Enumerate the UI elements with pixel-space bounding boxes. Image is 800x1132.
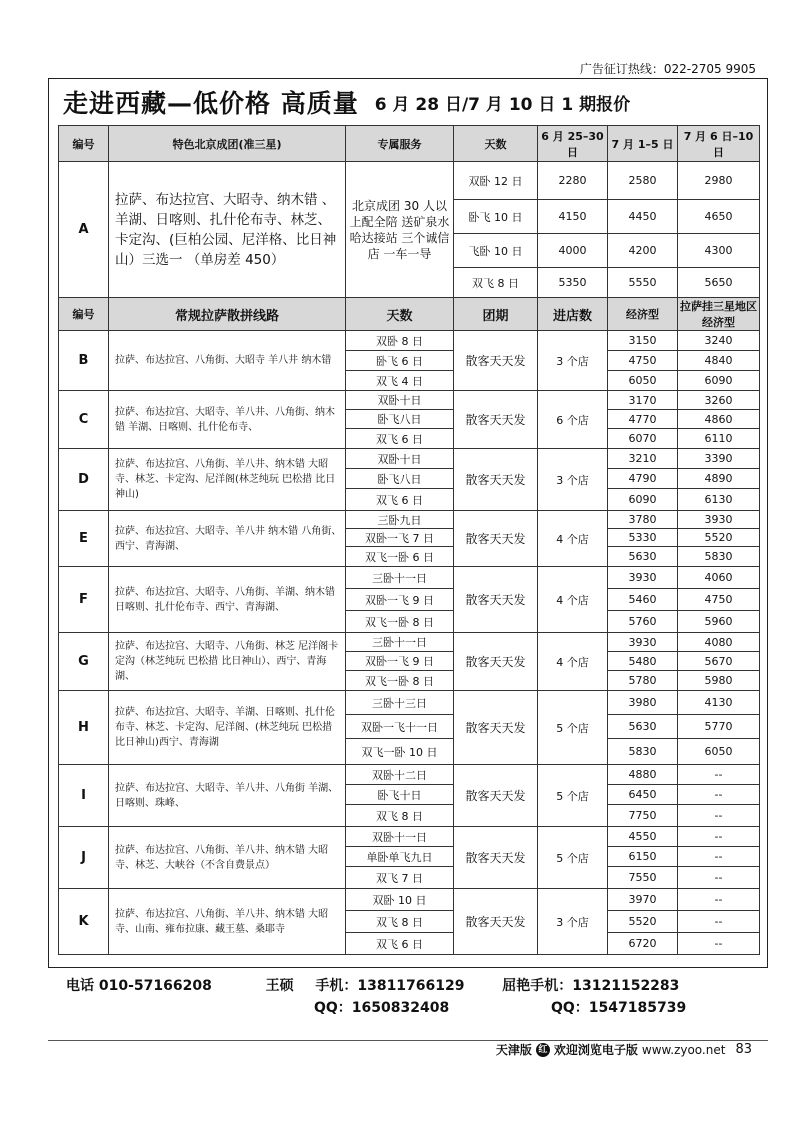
section1-header-cell: 6 月 25–30 日 <box>538 126 608 162</box>
route-description: 拉萨、布达拉宫、八角街、大昭寺 羊八井 纳木错 <box>109 331 346 391</box>
route-code: A <box>59 162 109 298</box>
duration: 双卧一飞 7 日 <box>346 529 454 547</box>
contact-qq-2: QQ：1547185739 <box>550 1000 687 1016</box>
route-description: 拉萨、布达拉宫、八角街、羊八井、纳木错 大昭寺、林芝、大峡谷（不含自费景点） <box>109 827 346 889</box>
duration: 双卧 10 日 <box>346 889 454 911</box>
route-row <box>59 567 760 589</box>
shop-count: 6 个店 <box>538 391 608 449</box>
section2-header-cell: 拉萨挂三星地区经济型 <box>678 298 760 331</box>
price-jul-early: 5550 <box>608 268 678 298</box>
three-star-price: 5830 <box>678 547 760 567</box>
economy-price: 4880 <box>608 765 678 785</box>
price-jul-mid: 4650 <box>678 200 760 234</box>
route-code: F <box>59 567 109 633</box>
economy-price: 5630 <box>608 715 678 739</box>
duration: 双飞 7 日 <box>346 867 454 889</box>
departure-period: 散客天天发 <box>454 449 538 511</box>
price-sheet-frame <box>48 78 768 968</box>
price-jun: 4150 <box>538 200 608 234</box>
price-jul-mid: 5650 <box>678 268 760 298</box>
shop-count: 4 个店 <box>538 511 608 567</box>
economy-price: 7750 <box>608 805 678 827</box>
duration: 双飞 6 日 <box>346 489 454 511</box>
section1-header-cell: 专属服务 <box>346 126 454 162</box>
departure-period: 散客天天发 <box>454 633 538 691</box>
three-star-price: 4130 <box>678 691 760 715</box>
duration: 双卧一飞 9 日 <box>346 652 454 671</box>
duration: 双飞 8 日 <box>346 911 454 933</box>
price-jul-early: 4200 <box>608 234 678 268</box>
contact-name-1: 王硕 <box>265 978 294 994</box>
economy-price: 6720 <box>608 933 678 955</box>
section1-header-cell: 7 月 1–5 日 <box>608 126 678 162</box>
route-row <box>59 511 760 529</box>
three-star-price: 3240 <box>678 331 760 351</box>
contact-block <box>66 975 686 1019</box>
three-star-price: 5960 <box>678 611 760 633</box>
route-row <box>59 633 760 652</box>
three-star-price: -- <box>678 911 760 933</box>
three-star-price: -- <box>678 785 760 805</box>
duration: 卧飞 10 日 <box>454 200 538 234</box>
route-code: B <box>59 331 109 391</box>
duration: 双飞 6 日 <box>346 933 454 955</box>
route-code: K <box>59 889 109 955</box>
three-star-price: 6090 <box>678 371 760 391</box>
duration: 三卧十一日 <box>346 567 454 589</box>
route-code: E <box>59 511 109 567</box>
section1-header-row <box>59 126 760 162</box>
contact-phone: 电话 010-57166208 <box>66 978 212 994</box>
price-jun: 5350 <box>538 268 608 298</box>
shop-count: 3 个店 <box>538 889 608 955</box>
duration: 卧飞十日 <box>346 785 454 805</box>
contact-mobile-1: 手机：13811766129 <box>315 978 465 994</box>
brand-logo-icon: 红 <box>536 1043 550 1057</box>
departure-period: 散客天天发 <box>454 691 538 765</box>
section2-header-row <box>59 298 760 331</box>
economy-price: 3210 <box>608 449 678 469</box>
duration: 双飞一卧 6 日 <box>346 547 454 567</box>
duration: 双卧十二日 <box>346 765 454 785</box>
duration: 双飞 8 日 <box>454 268 538 298</box>
three-star-price: 5770 <box>678 715 760 739</box>
section2-header-cell: 团期 <box>454 298 538 331</box>
shop-count: 5 个店 <box>538 827 608 889</box>
duration: 三卧九日 <box>346 511 454 529</box>
departure-period: 散客天天发 <box>454 391 538 449</box>
duration: 双卧十日 <box>346 449 454 469</box>
section2-header-cell: 编号 <box>59 298 109 331</box>
section2-header-cell: 常规拉萨散拼线路 <box>109 298 346 331</box>
duration: 飞卧 10 日 <box>454 234 538 268</box>
contact-qq-1: QQ：1650832408 <box>314 1000 450 1016</box>
contact-mobile-2: 屈艳手机：13121152283 <box>502 978 680 994</box>
economy-price: 5760 <box>608 611 678 633</box>
contact-row-2 <box>66 997 686 1019</box>
route-description: 拉萨、布达拉宫、大昭寺、羊八井、八角街、纳木错 羊湖、日喀则、扎什伦布寺、 <box>109 391 346 449</box>
route-row <box>59 449 760 469</box>
footer-edition: 天津版 <box>495 1043 532 1057</box>
route-code: H <box>59 691 109 765</box>
page-number: 83 <box>735 1042 752 1057</box>
price-jul-early: 4450 <box>608 200 678 234</box>
route-code: J <box>59 827 109 889</box>
three-star-price: 4060 <box>678 567 760 589</box>
route-code: C <box>59 391 109 449</box>
economy-price: 3930 <box>608 633 678 652</box>
economy-price: 3970 <box>608 889 678 911</box>
economy-price: 4790 <box>608 469 678 489</box>
economy-price: 6450 <box>608 785 678 805</box>
route-row <box>59 765 760 785</box>
shop-count: 4 个店 <box>538 633 608 691</box>
three-star-price: -- <box>678 805 760 827</box>
three-star-price: 5670 <box>678 652 760 671</box>
duration: 三卧十三日 <box>346 691 454 715</box>
title-bar <box>49 79 767 125</box>
economy-price: 4770 <box>608 410 678 429</box>
footer-welcome: 欢迎浏览电子版 <box>553 1043 638 1057</box>
duration: 双飞一卧 10 日 <box>346 739 454 765</box>
three-star-price: 4860 <box>678 410 760 429</box>
economy-price: 6150 <box>608 847 678 867</box>
three-star-price: 4890 <box>678 469 760 489</box>
duration: 双卧十一日 <box>346 827 454 847</box>
ad-hotline: 广告征订热线：022-2705 9905 <box>579 62 756 76</box>
departure-period: 散客天天发 <box>454 889 538 955</box>
duration: 双飞 8 日 <box>346 805 454 827</box>
duration: 双飞 6 日 <box>346 429 454 449</box>
footer-website[interactable]: www.zyoo.net <box>641 1042 726 1057</box>
section1-row <box>59 162 760 200</box>
footer-text <box>496 1041 752 1058</box>
three-star-price: 6050 <box>678 739 760 765</box>
three-star-price: 6130 <box>678 489 760 511</box>
shop-count: 5 个店 <box>538 691 608 765</box>
three-star-price: 4080 <box>678 633 760 652</box>
economy-price: 3780 <box>608 511 678 529</box>
economy-price: 5330 <box>608 529 678 547</box>
route-code: G <box>59 633 109 691</box>
departure-period: 散客天天发 <box>454 567 538 633</box>
duration: 双卧 12 日 <box>454 162 538 200</box>
duration: 三卧十一日 <box>346 633 454 652</box>
three-star-price: -- <box>678 889 760 911</box>
three-star-price: 5980 <box>678 671 760 691</box>
section2-header-cell: 进店数 <box>538 298 608 331</box>
shop-count: 5 个店 <box>538 765 608 827</box>
route-row <box>59 827 760 847</box>
economy-price: 6090 <box>608 489 678 511</box>
price-jun: 4000 <box>538 234 608 268</box>
shop-count: 3 个店 <box>538 331 608 391</box>
duration: 双飞 4 日 <box>346 371 454 391</box>
economy-price: 7550 <box>608 867 678 889</box>
departure-period: 散客天天发 <box>454 765 538 827</box>
three-star-price: 4840 <box>678 351 760 371</box>
shop-count: 3 个店 <box>538 449 608 511</box>
economy-price: 4550 <box>608 827 678 847</box>
price-jul-mid: 2980 <box>678 162 760 200</box>
section1-header-cell: 7 月 6 日–10 日 <box>678 126 760 162</box>
section2-header-cell: 经济型 <box>608 298 678 331</box>
price-jun: 2280 <box>538 162 608 200</box>
three-star-price: 5520 <box>678 529 760 547</box>
exclusive-service: 北京成团 30 人以上配全陪 送矿泉水 哈达接站 三个诚信店 一车一导 <box>346 162 454 298</box>
economy-price: 5780 <box>608 671 678 691</box>
departure-period: 散客天天发 <box>454 511 538 567</box>
three-star-price: -- <box>678 765 760 785</box>
departure-period: 散客天天发 <box>454 331 538 391</box>
economy-price: 5480 <box>608 652 678 671</box>
price-table <box>58 125 760 955</box>
economy-price: 3980 <box>608 691 678 715</box>
departure-period: 散客天天发 <box>454 827 538 889</box>
three-star-price: -- <box>678 847 760 867</box>
duration: 双卧一飞 9 日 <box>346 589 454 611</box>
economy-price: 6070 <box>608 429 678 449</box>
economy-price: 5830 <box>608 739 678 765</box>
three-star-price: 3260 <box>678 391 760 410</box>
page-subtitle: 6 月 28 日/7 月 10 日 1 期报价 <box>374 94 631 115</box>
route-description: 拉萨、布达拉宫、八角街、羊八井、纳木错 大昭寺、林芝、卡定沟、尼洋阁(林芝纯玩 巴松措 比日神山) <box>109 449 346 511</box>
economy-price: 5520 <box>608 911 678 933</box>
duration: 单卧单飞九日 <box>346 847 454 867</box>
economy-price: 3930 <box>608 567 678 589</box>
three-star-price: 3390 <box>678 449 760 469</box>
route-row <box>59 331 760 351</box>
section1-header-cell: 特色北京成团(准三星) <box>109 126 346 162</box>
section2-header-cell: 天数 <box>346 298 454 331</box>
duration: 双卧 8 日 <box>346 331 454 351</box>
section1-header-cell: 编号 <box>59 126 109 162</box>
economy-price: 6050 <box>608 371 678 391</box>
route-code: D <box>59 449 109 511</box>
route-description: 拉萨、布达拉宫、大昭寺、羊湖、日喀则、扎什伦布寺、林芝、卡定沟、尼洋阁、(林芝纯玩 巴松措 比日神山)西宁、青海湖 <box>109 691 346 765</box>
route-row <box>59 691 760 715</box>
price-jul-mid: 4300 <box>678 234 760 268</box>
economy-price: 5630 <box>608 547 678 567</box>
three-star-price: -- <box>678 933 760 955</box>
route-row <box>59 391 760 410</box>
economy-price: 3150 <box>608 331 678 351</box>
page-title: 走进西藏—低价格 高质量 <box>63 89 359 118</box>
duration: 卧飞八日 <box>346 469 454 489</box>
route-description: 拉萨、布达拉宫、大昭寺、羊八井 纳木错 八角街、西宁、青海湖、 <box>109 511 346 567</box>
economy-price: 5460 <box>608 589 678 611</box>
three-star-price: -- <box>678 827 760 847</box>
route-description: 拉萨、布达拉宫、大昭寺、八角街、林芝 尼洋阁卡定沟（林芝纯玩 巴松措 比日神山）、西宁、青海湖、 <box>109 633 346 691</box>
route-row <box>59 889 760 911</box>
price-jul-early: 2580 <box>608 162 678 200</box>
duration: 双卧十日 <box>346 391 454 410</box>
duration: 双卧一飞十一日 <box>346 715 454 739</box>
shop-count: 4 个店 <box>538 567 608 633</box>
route-description: 拉萨、布达拉宫、大昭寺、八角街、羊湖、纳木错 日喀则、扎什伦布寺、西宁、青海湖、 <box>109 567 346 633</box>
economy-price: 4750 <box>608 351 678 371</box>
three-star-price: 4750 <box>678 589 760 611</box>
contact-row-1 <box>66 975 686 997</box>
duration: 卧飞 6 日 <box>346 351 454 371</box>
economy-price: 3170 <box>608 391 678 410</box>
section1-header-cell: 天数 <box>454 126 538 162</box>
duration: 双飞一卧 8 日 <box>346 611 454 633</box>
three-star-price: 3930 <box>678 511 760 529</box>
route-description: 拉萨、布达拉宫、大昭寺、羊八井、八角街 羊湖、日喀则、珠峰、 <box>109 765 346 827</box>
duration: 卧飞八日 <box>346 410 454 429</box>
duration: 双飞一卧 8 日 <box>346 671 454 691</box>
three-star-price: -- <box>678 867 760 889</box>
route-description: 拉萨、布达拉宫、八角街、羊八井、纳木错 大昭寺、山南、雍布拉康、藏王墓、桑耶寺 <box>109 889 346 955</box>
route-code: I <box>59 765 109 827</box>
three-star-price: 6110 <box>678 429 760 449</box>
route-description: 拉萨、布达拉宫、大昭寺、纳木错 、羊湖、日喀则、扎什伦布寺、林芝、卡定沟、(巨柏公园、尼洋格、比日神山）三选一 （单房差 450） <box>109 162 346 298</box>
